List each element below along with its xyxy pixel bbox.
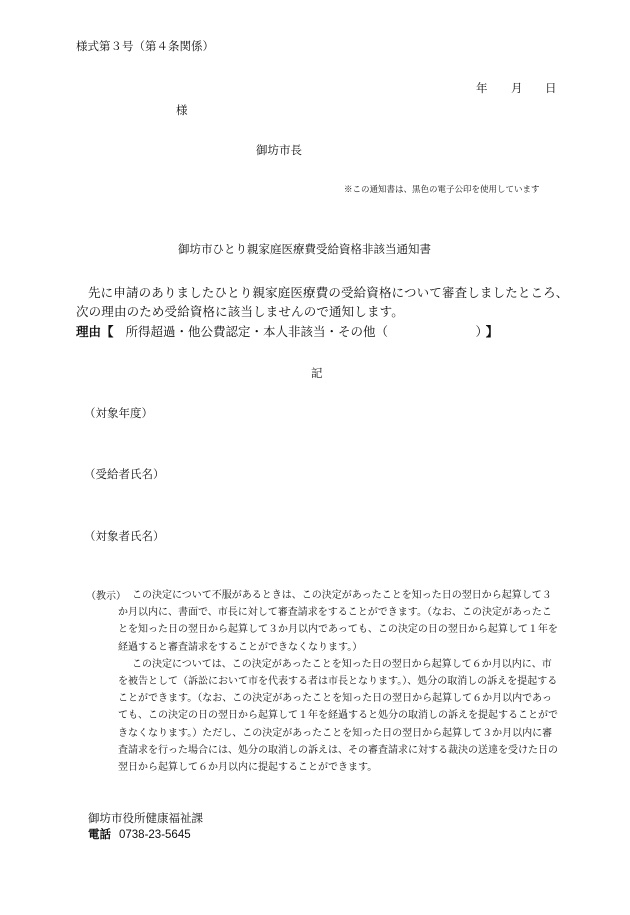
office-name: 御坊市役所健康福祉課 <box>88 811 203 825</box>
notice-paragraph-2: この決定については、この決定があったことを知った日の翌日から起算して６か月以内に、市を被告として（訴訟において市を代表する者は市長となります。）、処分の取消しの訴えを提起することができます。（なお、この決定があったことを知った日の翌日から起算して６か月以内であっても、この決定の日の翌日から起算して１年を経過すると処分の取消しの訴えを提起することができなくなります。）ただし、この決定があったことを知った日の翌日から起算して３か月以内に審査請求を行った場合には、処分の取消しの訴えは、その審査請求に対する裁決の送達を受けた日の翌日から起算して６か月以内に提起することができます。 <box>118 658 558 774</box>
addressee-suffix: 様 <box>176 103 188 117</box>
form-number: 様式第３号（第４条関係） <box>76 39 214 53</box>
reason-options: 所得超過・他公費認定・本人非該当・その他（ ） <box>125 324 482 339</box>
date-month-label: 月 <box>511 81 523 95</box>
body-text: 先に申請のありましたひとり親家庭医療費の受給資格について審査しましたところ、次の理由のため受給資格に該当しませんので通知します。 <box>76 285 569 319</box>
notice-label: （教示） <box>86 591 126 602</box>
ki-heading: 記 <box>311 366 323 380</box>
phone-label: 電話 <box>88 827 111 841</box>
reason-close-bracket: 】 <box>485 324 499 339</box>
target-year-field: （対象年度） <box>84 406 153 420</box>
target-name-field: （対象者氏名） <box>84 529 165 543</box>
phone-line <box>88 826 191 842</box>
date-day-label: 日 <box>545 81 557 95</box>
recipient-name-field: （受給者氏名） <box>84 467 165 481</box>
date-year-label: 年 <box>476 81 488 95</box>
notice-paragraph-1: この決定について不服があるときは、この決定があったことを知った日の翌日から起算して３か月以内に、書面で、市長に対して審査請求をすることができます。（なお、この決定があったことを知った日の翌日から起算して３か月以内であっても、この決定の日の翌日から起算して１年を経過すると審査請求をすることができなくなります。） <box>118 590 558 653</box>
reason-label: 理由【 <box>76 324 114 339</box>
document-title: 御坊市ひとり親家庭医療費受給資格非該当通知書 <box>178 242 431 256</box>
phone-number: 0738-23-5645 <box>119 829 191 841</box>
reason-line <box>76 322 498 340</box>
notice-body <box>118 587 558 776</box>
seal-note: ※この通知書は、黒色の電子公印を使用しています <box>344 185 540 195</box>
issuer-name: 御坊市長 <box>256 143 302 157</box>
